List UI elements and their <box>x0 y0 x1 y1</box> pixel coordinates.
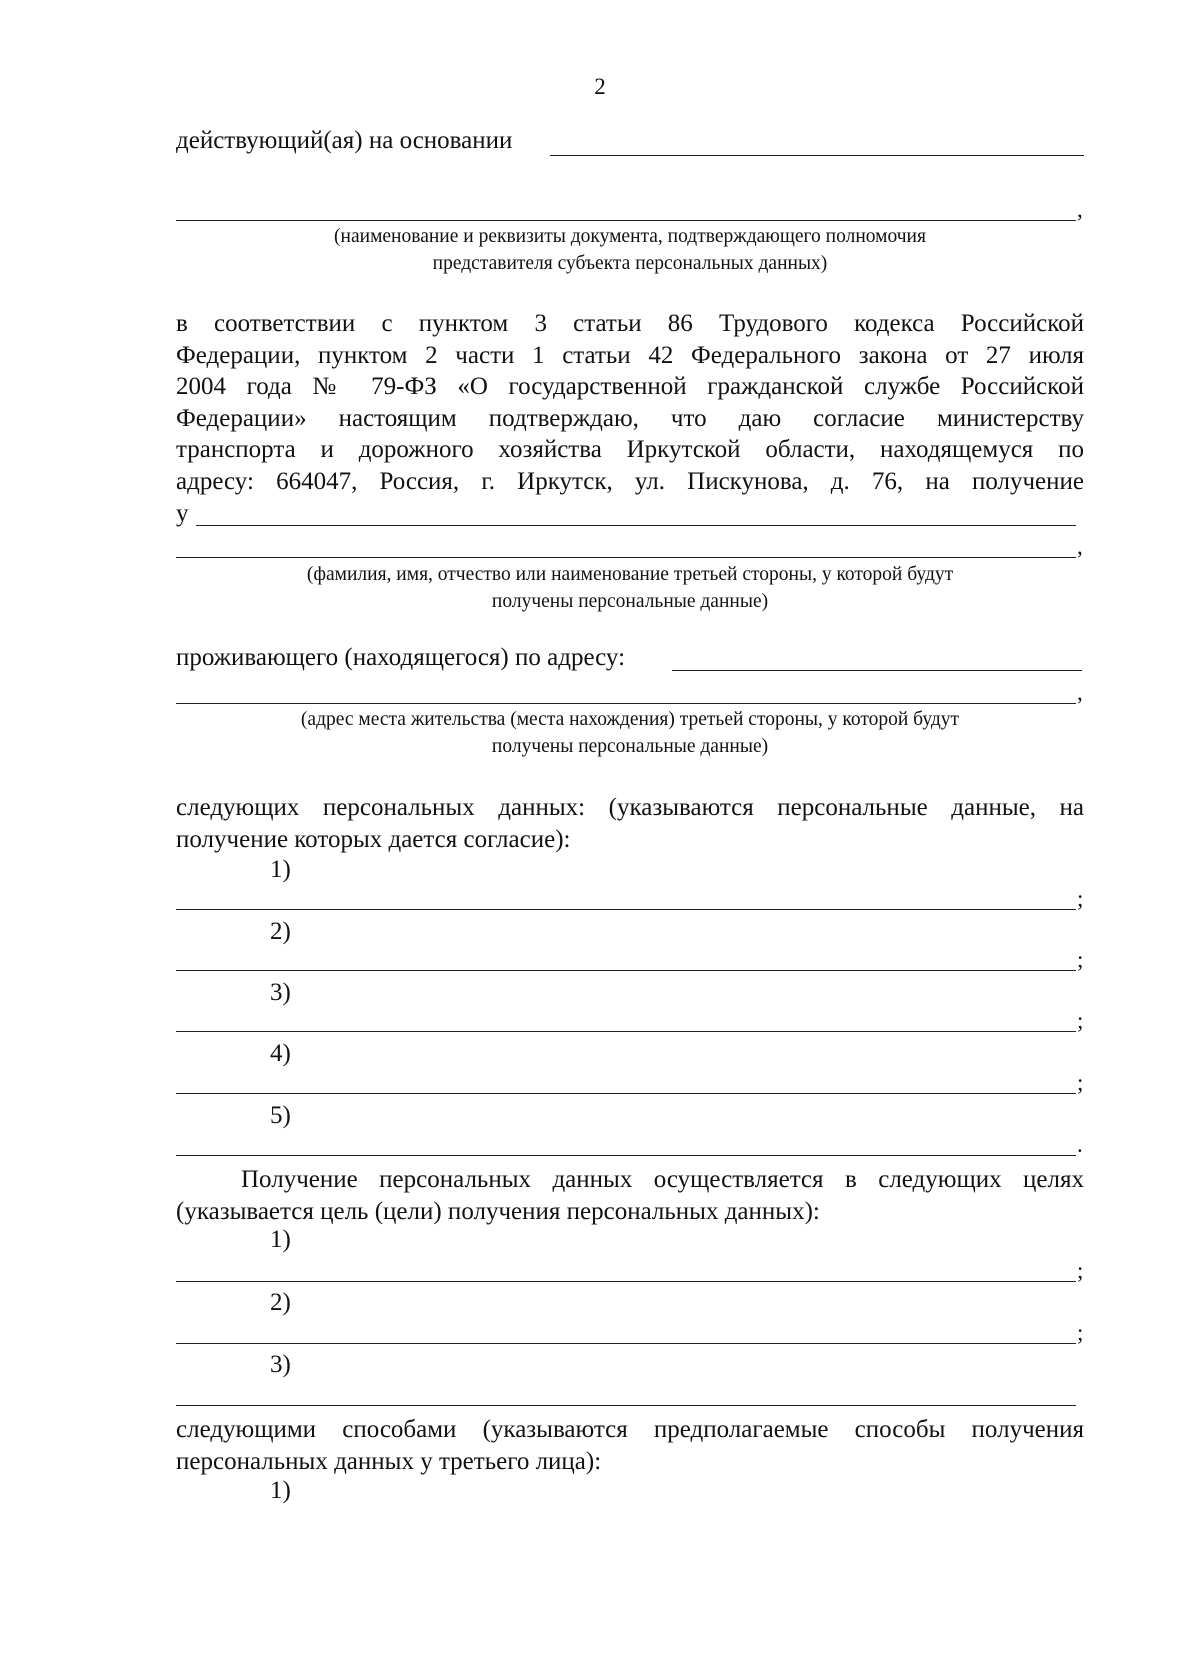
caption-line: получены персональные данные) <box>491 591 769 612</box>
purpose-item-number: 1) <box>270 1226 291 1253</box>
semicolon: ; <box>1077 886 1084 911</box>
data-item-field[interactable] <box>176 909 1076 910</box>
purpose-item-number: 3) <box>270 1351 291 1378</box>
paragraph-line: следующими способами (указываются предполагаемые способы получения <box>176 1416 1084 1443</box>
acting-basis-field[interactable] <box>550 155 1084 156</box>
paragraph-line: Федерации, пунктом 2 части 1 статьи 42 Федерального закона от 27 июля <box>176 341 1084 369</box>
paragraph-line: получение которых дается согласие): <box>176 825 571 853</box>
purpose-intro <box>176 1164 1084 1227</box>
caption-line: (адрес места жительства (места нахождения) третьей стороны, у которой будут <box>300 709 960 730</box>
caption-address <box>176 706 1084 760</box>
paragraph-line: 2004 года № 79-ФЗ «О государственной гражданской службе Российской <box>176 373 1084 400</box>
caption-line: получены персональные данные) <box>491 736 769 757</box>
data-item-field[interactable] <box>176 1155 1076 1156</box>
paragraph-line: Федерации» настоящим подтверждаю, что даю согласие министерству <box>176 404 1084 432</box>
purpose-item-field[interactable] <box>176 1405 1076 1406</box>
paragraph-line: Получение персональных данных осуществляется в следующих целях <box>241 1166 1084 1193</box>
purpose-item-field[interactable] <box>176 1343 1076 1344</box>
address-label: проживающего (находящегося) по адресу: <box>176 644 626 671</box>
paragraph-line: адресу: 664047, Россия, г. Иркутск, ул. Пискунова, д. 76, на получение <box>176 467 1084 495</box>
data-intro <box>176 792 1084 855</box>
semicolon: ; <box>1077 1070 1084 1095</box>
data-item-field[interactable] <box>176 1031 1076 1032</box>
page-number: 2 <box>594 74 606 99</box>
caption-line: представителя субъекта персональных данных) <box>432 253 828 274</box>
caption-third-party <box>176 561 1084 615</box>
address-field[interactable] <box>672 670 1082 671</box>
comma: , <box>1077 534 1083 559</box>
period: . <box>1077 1132 1083 1157</box>
address-field-2[interactable] <box>176 703 1076 704</box>
caption-document <box>176 223 1084 277</box>
methods-intro <box>176 1414 1084 1477</box>
semicolon: ; <box>1077 1258 1084 1283</box>
from-prefix: у <box>176 500 189 527</box>
paragraph-line: следующих персональных данных: (указываются персональные данные, на <box>176 794 1084 821</box>
paragraph-line: персональных данных у третьего лица): <box>176 1447 602 1475</box>
semicolon: ; <box>1077 947 1084 972</box>
caption-line: (наименование и реквизиты документа, подтверждающего полномочия <box>334 226 926 247</box>
data-item-number: 4) <box>270 1040 291 1067</box>
paragraph-line: (указывается цель (цели) получения персональных данных): <box>176 1197 820 1225</box>
purpose-item-number: 2) <box>270 1289 291 1316</box>
third-party-field[interactable] <box>196 525 1076 526</box>
data-item-field[interactable] <box>176 1093 1076 1094</box>
data-item-number: 5) <box>270 1102 291 1129</box>
comma: , <box>1077 197 1083 222</box>
document-details-field[interactable] <box>176 220 1076 221</box>
data-item-field[interactable] <box>176 970 1076 971</box>
purpose-item-field[interactable] <box>176 1281 1076 1282</box>
acting-basis-label: действующий(ая) на основании <box>176 127 513 154</box>
semicolon: ; <box>1077 1008 1084 1033</box>
third-party-field-2[interactable] <box>176 557 1076 558</box>
paragraph-line: в соответствии с пунктом 3 статьи 86 Трудового кодекса Российской <box>176 310 1084 337</box>
data-item-number: 2) <box>270 918 291 945</box>
comma: , <box>1077 680 1083 705</box>
consent-paragraph <box>176 308 1084 497</box>
semicolon: ; <box>1077 1320 1084 1345</box>
data-item-number: 3) <box>270 979 291 1006</box>
paragraph-line: транспорта и дорожного хозяйства Иркутской области, находящемуся по <box>176 436 1084 463</box>
caption-line: (фамилия, имя, отчество или наименование третьей стороны, у которой будут <box>306 564 954 585</box>
data-item-number: 1) <box>270 856 291 883</box>
method-item-number: 1) <box>270 1477 291 1504</box>
